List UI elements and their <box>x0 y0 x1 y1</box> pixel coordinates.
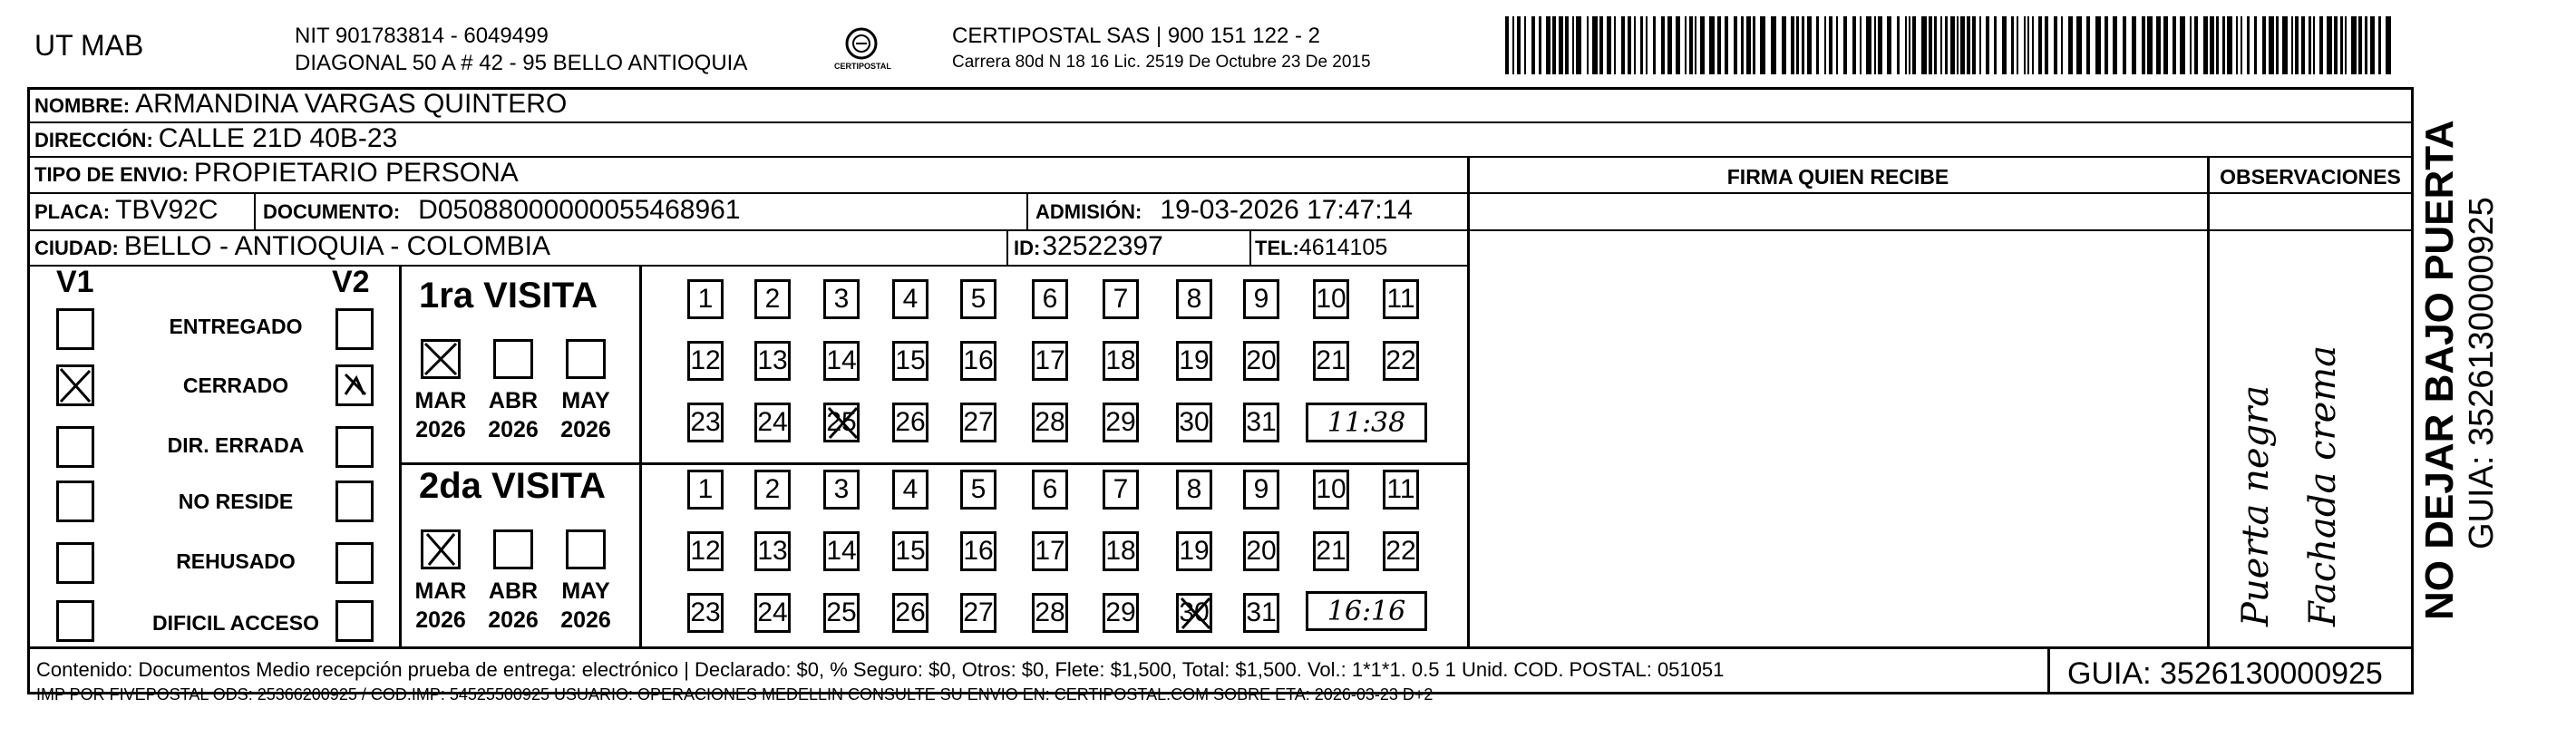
barcode-bar <box>1725 16 1728 74</box>
barcode-bar <box>1866 16 1871 74</box>
second-visit-day-2[interactable]: 2 <box>754 470 791 510</box>
barcode-bar <box>1653 16 1656 74</box>
barcode-bar <box>1628 16 1631 74</box>
v1-header: V1 <box>56 265 94 299</box>
barcode-bar <box>1967 16 1970 74</box>
id-label: ID: <box>1014 237 1041 259</box>
barcode-bar <box>1972 16 1976 74</box>
second-visit-day-5[interactable]: 5 <box>960 470 996 510</box>
barcode-bar <box>2180 16 2185 74</box>
barcode-bar <box>1599 16 1603 74</box>
barcode-bar <box>1531 16 1535 74</box>
firma-header: FIRMA QUIEN RECIBE <box>1726 165 1949 189</box>
v1-checkbox-cerrado[interactable] <box>56 364 94 406</box>
logo-text: CERTIPOSTAL <box>834 62 891 71</box>
barcode-bar <box>2236 16 2238 74</box>
second-month-may-label: MAY <box>561 578 610 604</box>
barcode-bar <box>2295 16 2299 74</box>
first-visit-day-20[interactable]: 20 <box>1243 341 1279 381</box>
barcode-bar <box>2123 16 2126 74</box>
barcode-bar <box>1852 16 1856 74</box>
tel-value: 4614105 <box>1298 235 1388 260</box>
second-visit-day-25[interactable]: 25 <box>823 593 860 633</box>
barcode-bar <box>1546 16 1550 74</box>
first-visit-day-31[interactable]: 31 <box>1243 403 1279 442</box>
second-visit-day-15[interactable]: 15 <box>892 531 928 571</box>
row-admision <box>1035 195 1413 226</box>
side-guia: GUIA: 3526130000925 <box>2463 197 2501 549</box>
barcode-bar <box>1667 16 1672 74</box>
first-visit-day-22[interactable]: 22 <box>1383 341 1419 381</box>
nombre-label: NOMBRE: <box>34 94 131 117</box>
first-visit-day-12[interactable]: 12 <box>687 341 724 381</box>
barcode-bar <box>2327 16 2332 74</box>
nombre-value: ARMANDINA VARGAS QUINTERO <box>135 89 568 119</box>
first-visit-day-8[interactable]: 8 <box>1176 279 1212 319</box>
barcode-bar <box>1587 16 1589 74</box>
barcode-bar <box>1592 16 1598 74</box>
barcode <box>1505 16 2394 80</box>
barcode-bar <box>2203 16 2208 74</box>
barcode-bar <box>1796 16 1799 74</box>
no-dejar-warning: NO DEJAR BAJO PUERTA <box>2417 120 2462 620</box>
first-visit-day-29[interactable]: 29 <box>1103 403 1139 442</box>
barcode-bar <box>2340 16 2343 74</box>
second-visit-day-21[interactable]: 21 <box>1313 531 1349 571</box>
barcode-bar <box>2045 16 2048 74</box>
second-visit-title: 2da VISITA <box>419 466 606 506</box>
second-visit-time[interactable]: 16:16 <box>1306 591 1427 631</box>
first-visit-day-25[interactable]: 25 <box>823 403 860 442</box>
barcode-bar <box>1791 16 1794 74</box>
first-visit-day-15[interactable]: 15 <box>892 341 928 381</box>
ciudad-label: CIUDAD: <box>34 237 119 259</box>
barcode-bar <box>2076 16 2082 74</box>
first-visit-title: 1ra VISITA <box>419 276 598 316</box>
first-month-may-label: MAY <box>561 388 610 413</box>
barcode-bar <box>1909 16 1910 74</box>
barcode-bar <box>1634 16 1636 74</box>
first-visit-month-mar[interactable] <box>421 339 461 379</box>
barcode-bar <box>1760 16 1765 74</box>
observaciones-header: OBSERVACIONES <box>2220 165 2401 189</box>
barcode-bar <box>2378 16 2381 74</box>
v1-checkbox-dir-errada[interactable] <box>56 426 94 468</box>
status-no-reside: NO RESIDE <box>178 490 294 513</box>
first-visit-day-11[interactable]: 11 <box>1383 279 1419 319</box>
row-tel <box>1255 235 1387 261</box>
barcode-bar <box>1874 16 1876 74</box>
first-visit-month-may[interactable] <box>566 339 606 379</box>
first-year-may-label: 2026 <box>560 417 611 442</box>
barcode-bar <box>2241 16 2242 74</box>
barcode-bar <box>1979 16 1981 74</box>
status-rehusado: REHUSADO <box>176 549 296 573</box>
barcode-bar <box>2068 16 2073 74</box>
second-visit-day-11[interactable]: 11 <box>1383 470 1419 510</box>
first-visit-day-2[interactable]: 2 <box>754 279 791 319</box>
signature-area[interactable] <box>1470 194 2207 646</box>
barcode-bar <box>1912 16 1916 74</box>
first-visit-day-18[interactable]: 18 <box>1103 341 1139 381</box>
v2-checkbox-dificil-acceso[interactable] <box>335 600 374 642</box>
second-visit-day-26[interactable]: 26 <box>892 593 928 633</box>
second-visit-month-abr[interactable] <box>493 529 533 569</box>
ciudad-value: BELLO - ANTIOQUIA - COLOMBIA <box>123 231 551 261</box>
first-visit-day-26[interactable]: 26 <box>892 403 928 442</box>
first-visit-day-17[interactable]: 17 <box>1032 341 1068 381</box>
v2-checkbox-cerrado[interactable] <box>335 364 374 406</box>
footer-guia: GUIA: 3526130000925 <box>2067 656 2383 691</box>
barcode-bar <box>2210 16 2214 74</box>
second-visit-day-30[interactable]: 30 <box>1176 593 1212 633</box>
first-visit-day-1[interactable]: 1 <box>687 279 724 319</box>
v2-checkbox-entregado[interactable] <box>335 308 374 350</box>
v2-checkbox-dir-errada[interactable] <box>335 426 374 468</box>
barcode-bar <box>1860 16 1862 74</box>
second-visit-month-may[interactable] <box>566 529 606 569</box>
first-visit-day-4[interactable]: 4 <box>892 279 928 319</box>
barcode-bar <box>1986 16 1989 74</box>
barcode-bar <box>1836 16 1838 74</box>
barcode-bar <box>2061 16 2063 74</box>
barcode-bar <box>2002 16 2007 74</box>
barcode-bar <box>1576 16 1581 74</box>
first-visit-time[interactable]: 11:38 <box>1306 403 1427 442</box>
barcode-bar <box>1512 16 1514 74</box>
barcode-bar <box>1802 16 1804 74</box>
placa-label: PLACA: <box>34 200 111 223</box>
second-visit-day-17[interactable]: 17 <box>1032 531 1068 571</box>
barcode-bar <box>1517 16 1521 74</box>
second-visit-day-24[interactable]: 24 <box>754 593 791 633</box>
second-visit-day-31[interactable]: 31 <box>1243 593 1279 633</box>
barcode-bar <box>1734 16 1737 74</box>
v1-checkbox-no-reside[interactable] <box>56 481 94 522</box>
barcode-bar <box>1807 16 1812 74</box>
barcode-bar <box>2194 16 2198 74</box>
placa-value: TBV92C <box>115 195 219 225</box>
barcode-bar <box>1829 16 1832 74</box>
second-month-mar-label: MAR <box>414 578 467 604</box>
documento-label: DOCUMENTO: <box>263 200 401 223</box>
first-visit-day-30[interactable]: 30 <box>1176 403 1212 442</box>
barcode-bar <box>1960 16 1965 74</box>
barcode-bar <box>1621 16 1625 74</box>
second-visit-day-23[interactable]: 23 <box>687 593 724 633</box>
admision-value: 19-03-2026 17:47:14 <box>1160 195 1413 225</box>
barcode-bar <box>2282 16 2288 74</box>
first-visit-month-abr[interactable] <box>493 339 533 379</box>
barcode-bar <box>1771 16 1776 74</box>
barcode-bar <box>2147 16 2153 74</box>
status-entregado: ENTREGADO <box>169 315 303 338</box>
second-visit-day-9[interactable]: 9 <box>1243 470 1279 510</box>
barcode-bar <box>1957 16 1959 74</box>
first-visit-day-16[interactable]: 16 <box>960 341 996 381</box>
admision-label: ADMISIÓN: <box>1035 200 1142 223</box>
barcode-bar <box>1753 16 1755 74</box>
first-visit-day-5[interactable]: 5 <box>960 279 996 319</box>
barcode-bar <box>2216 16 2219 74</box>
second-year-mar-label: 2026 <box>415 607 466 633</box>
barcode-bar <box>2156 16 2161 74</box>
second-visit-day-10[interactable]: 10 <box>1313 470 1349 510</box>
barcode-bar <box>1940 16 1942 74</box>
barcode-bar <box>1746 16 1751 74</box>
status-dificil-acceso: DIFICIL ACCESO <box>151 611 319 635</box>
first-visit-day-21[interactable]: 21 <box>1313 341 1349 381</box>
barcode-bar <box>1905 16 1907 74</box>
observation-line-2: Fachada crema <box>2302 345 2344 626</box>
barcode-bar <box>1661 16 1665 74</box>
barcode-bar <box>2017 16 2018 74</box>
second-visit-day-12[interactable]: 12 <box>687 531 724 571</box>
barcode-bar <box>1741 16 1744 74</box>
status-cerrado: CERRADO <box>182 374 289 397</box>
barcode-bar <box>1695 16 1696 74</box>
certipostal-logo <box>834 24 889 74</box>
row-tipo <box>34 158 519 189</box>
first-visit-day-6[interactable]: 6 <box>1032 279 1068 319</box>
first-visit-day-3[interactable]: 3 <box>823 279 860 319</box>
second-visit-day-13[interactable]: 13 <box>754 531 791 571</box>
barcode-bar <box>2254 16 2257 74</box>
v1-checkbox-dificil-acceso[interactable] <box>56 600 94 642</box>
carrier-license: Carrera 80d N 18 16 Lic. 2519 De Octubre 23 De 2015 <box>952 53 1371 72</box>
barcode-bar <box>2291 16 2293 74</box>
barcode-bar <box>2024 16 2026 74</box>
barcode-bar <box>1559 16 1563 74</box>
barcode-bar <box>2132 16 2136 74</box>
barcode-bar <box>2386 16 2391 74</box>
v2-checkbox-no-reside[interactable] <box>335 481 374 522</box>
barcode-bar <box>1929 16 1932 74</box>
barcode-bar <box>1717 16 1721 74</box>
second-year-abr-label: 2026 <box>488 607 539 633</box>
barcode-bar <box>2086 16 2090 74</box>
v2-checkbox-rehusado[interactable] <box>335 542 374 584</box>
barcode-bar <box>2319 16 2323 74</box>
barcode-bar <box>2038 16 2042 74</box>
barcode-bar <box>1816 16 1819 74</box>
first-year-mar-label: 2026 <box>415 417 466 442</box>
row-id <box>1014 231 1163 262</box>
second-visit-month-mar[interactable] <box>421 529 461 569</box>
barcode-bar <box>1565 16 1569 74</box>
second-visit-day-14[interactable]: 14 <box>823 531 860 571</box>
first-visit-day-23[interactable]: 23 <box>687 403 724 442</box>
company-name: UT MAB <box>34 29 144 62</box>
barcode-bar <box>2142 16 2145 74</box>
documento-value: D05088000000055468961 <box>418 195 741 225</box>
barcode-bar <box>1676 16 1680 74</box>
barcode-bar <box>1782 16 1786 74</box>
carrier-name: CERTIPOSTAL SAS | 900 151 122 - 2 <box>952 24 1320 48</box>
barcode-bar <box>2365 16 2367 74</box>
first-visit-day-10[interactable]: 10 <box>1313 279 1349 319</box>
barcode-bar <box>1689 16 1693 74</box>
barcode-bar <box>2313 16 2315 74</box>
row-ciudad <box>34 231 550 262</box>
barcode-bar <box>2358 16 2362 74</box>
second-visit-day-16[interactable]: 16 <box>960 531 996 571</box>
tipo-value: PROPIETARIO PERSONA <box>193 158 519 188</box>
barcode-bar <box>2222 16 2225 74</box>
barcode-bar <box>1524 16 1526 74</box>
first-visit-day-13[interactable]: 13 <box>754 341 791 381</box>
barcode-bar <box>1843 16 1847 74</box>
direccion-label: DIRECCIÓN: <box>34 129 153 151</box>
barcode-bar <box>2276 16 2279 74</box>
footer-imp: IMP POR FIVEPOSTAL ODS: 25366200925 / COD.IMP: 54525500925 USUARIO: OPERACIONES MEDELLIN CONSULTE SU ENVIO EN: CERTIPOSTAL.COM SOBRE ETA: 2026-03-23 D+2 <box>36 685 1434 704</box>
barcode-bar <box>2190 16 2192 74</box>
first-visit-day-14[interactable]: 14 <box>823 341 860 381</box>
barcode-bar <box>1994 16 1997 74</box>
observations-area[interactable] <box>2210 231 2411 646</box>
company-nit: NIT 901783814 - 6049499 <box>295 24 549 48</box>
barcode-bar <box>2262 16 2266 74</box>
first-visit-day-7[interactable]: 7 <box>1103 279 1139 319</box>
first-year-abr-label: 2026 <box>488 417 539 442</box>
tipo-label: TIPO DE ENVIO: <box>34 163 189 186</box>
second-visit-day-27[interactable]: 27 <box>960 593 996 633</box>
barcode-bar <box>2345 16 2347 74</box>
status-dir-errada: DIR. ERRADA <box>167 433 305 457</box>
v2-header: V2 <box>332 265 370 299</box>
second-year-may-label: 2026 <box>560 607 611 633</box>
barcode-bar <box>1945 16 1948 74</box>
barcode-bar <box>1700 16 1705 74</box>
first-visit-day-27[interactable]: 27 <box>960 403 996 442</box>
footer-content: Contenido: Documentos Medio recepción prueba de entrega: electrónico | Declarado: $0, % Seguro: $0, Otros: $0, Flete: $1,500, Total: $1,500. Vol.: 1*1*1. 0.5 1 Unid. COD. POSTAL: 051051 <box>36 658 1725 681</box>
barcode-bar <box>1921 16 1927 74</box>
barcode-bar <box>2269 16 2274 74</box>
observation-line-1: Puerta negra <box>2235 384 2277 626</box>
barcode-bar <box>2163 16 2168 74</box>
second-visit-day-1[interactable]: 1 <box>687 470 724 510</box>
row-nombre <box>34 89 567 120</box>
second-visit-day-3[interactable]: 3 <box>823 470 860 510</box>
second-visit-day-6[interactable]: 6 <box>1032 470 1068 510</box>
barcode-bar <box>2173 16 2176 74</box>
barcode-bar <box>2309 16 2311 74</box>
second-month-abr-label: ABR <box>488 578 539 604</box>
v1-checkbox-entregado[interactable] <box>56 308 94 350</box>
tel-label: TEL: <box>1255 237 1299 259</box>
barcode-bar <box>1887 16 1891 74</box>
second-visit-day-20[interactable]: 20 <box>1243 531 1279 571</box>
barcode-bar <box>2301 16 2305 74</box>
barcode-bar <box>2027 16 2029 74</box>
barcode-bar <box>1572 16 1574 74</box>
direccion-value: CALLE 21D 40B-23 <box>158 123 398 153</box>
first-visit-day-24[interactable]: 24 <box>754 403 791 442</box>
barcode-bar <box>1640 16 1643 74</box>
barcode-bar <box>1934 16 1937 74</box>
second-visit-day-22[interactable]: 22 <box>1383 531 1419 571</box>
second-visit-day-29[interactable]: 29 <box>1103 593 1139 633</box>
barcode-bar <box>2370 16 2375 74</box>
barcode-bar <box>2105 16 2108 74</box>
barcode-bar <box>1614 16 1616 74</box>
id-value: 32522397 <box>1042 231 1163 261</box>
barcode-bar <box>2113 16 2117 74</box>
barcode-bar <box>1552 16 1556 74</box>
barcode-bar <box>2011 16 2014 74</box>
first-visit-day-19[interactable]: 19 <box>1176 341 1212 381</box>
second-visit-day-28[interactable]: 28 <box>1032 593 1068 633</box>
first-month-mar-label: MAR <box>414 388 467 413</box>
v1-checkbox-rehusado[interactable] <box>56 542 94 584</box>
barcode-bar <box>2054 16 2057 74</box>
barcode-bar <box>1646 16 1648 74</box>
barcode-bar <box>2247 16 2250 74</box>
company-address: DIAGONAL 50 A # 42 - 95 BELLO ANTIOQUIA <box>295 51 748 75</box>
barcode-bar <box>1897 16 1900 74</box>
second-visit-day-18[interactable]: 18 <box>1103 531 1139 571</box>
barcode-bar <box>2032 16 2034 74</box>
barcode-bar <box>2334 16 2338 74</box>
barcode-bar <box>1824 16 1826 74</box>
barcode-bar <box>1709 16 1715 74</box>
row-direccion <box>34 123 397 154</box>
barcode-bar <box>1950 16 1955 74</box>
barcode-bar <box>1685 16 1687 74</box>
row-placa <box>34 195 219 226</box>
second-visit-day-4[interactable]: 4 <box>892 470 928 510</box>
barcode-bar <box>2095 16 2101 74</box>
second-visit-day-8[interactable]: 8 <box>1176 470 1212 510</box>
second-visit-day-7[interactable]: 7 <box>1103 470 1139 510</box>
barcode-bar <box>2351 16 2357 74</box>
barcode-bar <box>1539 16 1541 74</box>
first-month-abr-label: ABR <box>488 388 539 413</box>
row-documento <box>263 195 741 226</box>
barcode-bar <box>1607 16 1611 74</box>
second-visit-day-19[interactable]: 19 <box>1176 531 1212 571</box>
barcode-bar <box>2227 16 2232 74</box>
first-visit-day-28[interactable]: 28 <box>1032 403 1068 442</box>
barcode-bar <box>1878 16 1882 74</box>
first-visit-day-9[interactable]: 9 <box>1243 279 1279 319</box>
barcode-bar <box>1505 16 1509 74</box>
